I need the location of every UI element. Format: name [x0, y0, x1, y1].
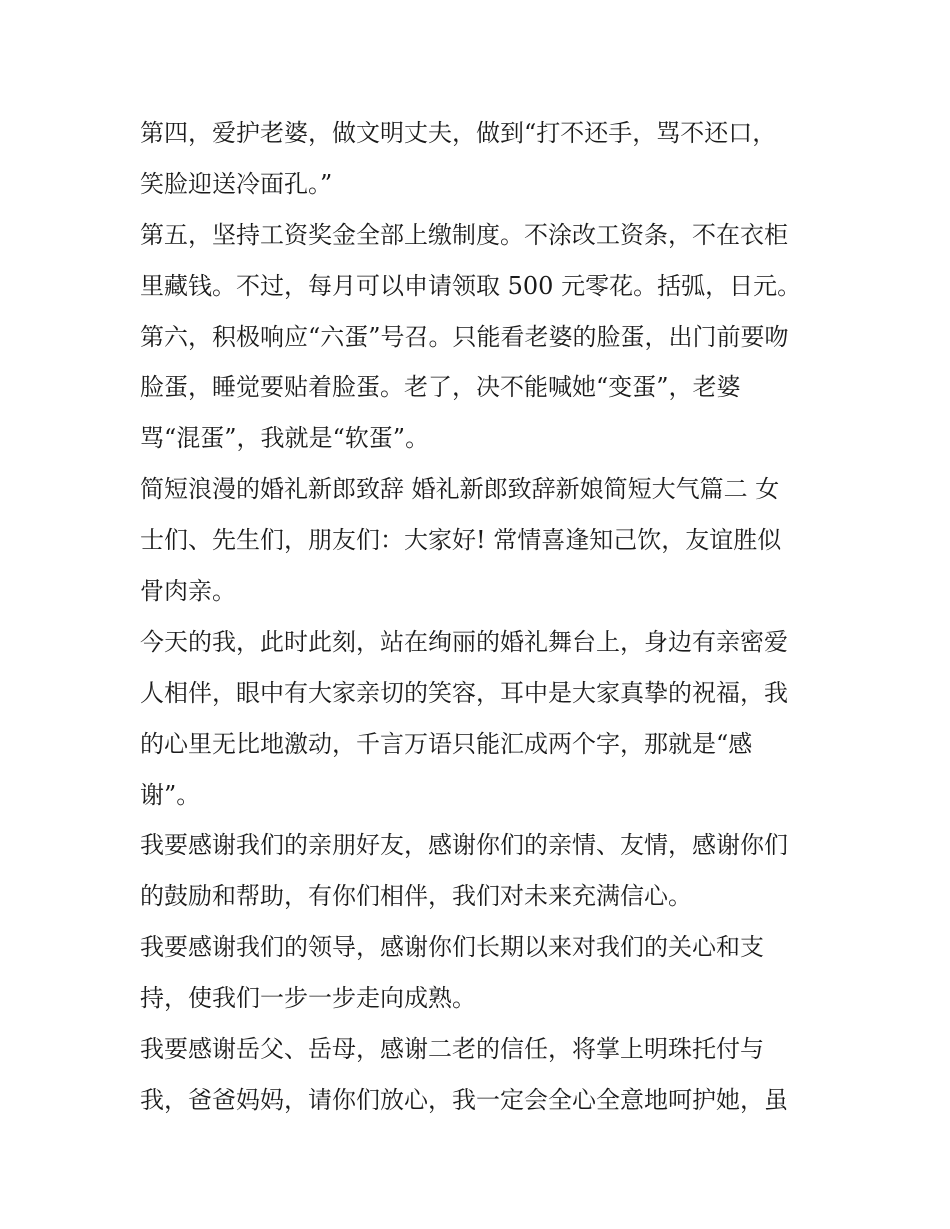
text-line: 第四，爱护老婆，做文明丈夫，做到“打不还手，骂不还口， — [140, 119, 777, 147]
text-line: 人相伴，眼中有大家亲切的笑容，耳中是大家真挚的祝福，我 — [140, 678, 788, 707]
text-line: 我，爸爸妈妈，请你们放心，我一定会全心全意地呵护她，虽 — [140, 1085, 788, 1114]
text-line: 第五，坚持工资奖金全部上缴制度。不涂改工资条，不在衣柜 — [140, 220, 788, 249]
text-line: 的心里无比地激动，千言万语只能汇成两个字，那就是“感 — [140, 729, 753, 758]
text-line: 脸蛋，睡觉要贴着脸蛋。老了，决不能喊她“变蛋”，老婆 — [140, 373, 741, 402]
text-line: 我要感谢我们的亲朋好友，感谢你们的亲情、友情，感谢你们 — [140, 831, 788, 860]
text-line: 我要感谢我们的领导，感谢你们长期以来对我们的关心和支 — [140, 933, 764, 962]
document-body — [140, 108, 820, 1126]
text-line: 的鼓励和帮助，有你们相伴，我们对未来充满信心。 — [140, 882, 692, 911]
text-line: 今天的我，此时此刻，站在绚丽的婚礼舞台上，身边有亲密爱 — [140, 627, 788, 656]
text-line: 骂“混蛋”，我就是“软蛋”。 — [140, 424, 430, 453]
text-line: 我要感谢岳父、岳母，感谢二老的信任，将掌上明珠托付与 — [140, 1035, 764, 1064]
text-line: 士们、先生们，朋友们：大家好! 常情喜逢知己饮，友谊胜似 — [140, 526, 782, 555]
text-line: 持，使我们一步一步走向成熟。 — [140, 984, 476, 1013]
text-line: 简短浪漫的婚礼新郎致辞 婚礼新郎致辞新娘简短大气篇二 女 — [140, 475, 780, 504]
text-line: 谢”。 — [140, 780, 201, 809]
text-line: 骨肉亲。 — [140, 577, 236, 606]
text-line: 里藏钱。不过，每月可以申请领取 500 元零花。括弧，日元。 — [140, 271, 802, 300]
text-line: 笑脸迎送冷面孔。” — [140, 169, 333, 198]
text-line: 第六，积极响应“六蛋”号召。只能看老婆的脸蛋，出门前要吻 — [140, 322, 789, 351]
